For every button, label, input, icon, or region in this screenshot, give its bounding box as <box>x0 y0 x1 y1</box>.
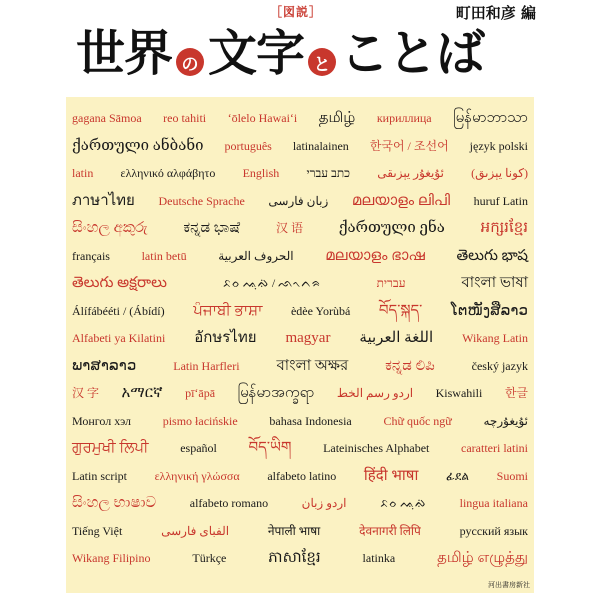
language-name: ਪੰਜਾਬੀ ਭਾਸ਼ਾ <box>193 302 263 319</box>
language-name: ಕನ್ನಡ ಲಿಪಿ <box>385 357 435 374</box>
language-name: الفبای فارسی <box>161 523 230 538</box>
language-name: ქართული ანბანი <box>72 137 204 154</box>
language-name: བོད་ཡིག <box>248 440 292 456</box>
editor-credit: 町田和彦 編 <box>455 4 536 22</box>
language-name: الحروف العربية <box>218 248 294 263</box>
language-name: ພາສາລາວ <box>72 357 137 374</box>
language-name: हिंदी भाषा <box>363 467 419 484</box>
language-name: caratteri latini <box>461 441 528 455</box>
language-name: Latin Harfleri <box>173 358 240 373</box>
language-name: English <box>242 166 280 180</box>
language-name: ελληνικό αλφάβητο <box>120 166 216 180</box>
language-name: русский язык <box>459 523 528 538</box>
language-name: සිංහල භාෂාව <box>72 495 157 511</box>
language-name: Alfabeti ya Kilatini <box>72 331 166 345</box>
language-name: latin betū <box>141 248 187 263</box>
language-name: བོད་སྐད་ <box>378 302 423 319</box>
language-name: pismo łacińskie <box>162 413 238 428</box>
language-name: español <box>180 441 217 455</box>
language-name: Kiswahili <box>435 386 483 400</box>
language-name: മലയാളം ലിപി <box>351 192 450 209</box>
language-name: עברית <box>376 276 406 290</box>
language-name: język polski <box>469 138 528 153</box>
language-name: כתב עברי <box>306 166 351 180</box>
language-row <box>66 545 534 571</box>
language-name: Suomi <box>496 468 528 483</box>
language-name: ᨅᨔ ᨕᨘᨁᨗ / ᨒᨚᨈᨑ <box>222 276 321 290</box>
language-row <box>66 243 534 269</box>
series-tag: ［図説］ <box>270 5 323 19</box>
language-name: ਗੁਰਮੁਖੀ ਲਿਪੀ <box>72 440 149 456</box>
language-name: اللغة العربية <box>359 330 434 346</box>
language-row <box>66 215 534 241</box>
publisher-name: 河出書房新社 <box>488 581 530 589</box>
language-name: អក្សរខ្មែរ <box>480 220 528 236</box>
language-name: မြန်မာအက္ခရာ <box>237 385 315 401</box>
language-name: தமிழ் <box>318 110 356 126</box>
language-row <box>66 435 534 461</box>
language-name: кириллица <box>376 111 432 125</box>
title-part-3: ことば <box>340 25 485 82</box>
language-name: alfabeto latino <box>267 468 337 483</box>
language-row <box>66 408 534 434</box>
language-row <box>66 105 534 131</box>
title-part-2: 文字 <box>208 25 305 82</box>
language-name: Монгол хэл <box>72 413 132 428</box>
language-name: pīʻāpā <box>185 386 216 400</box>
language-name: తెలుగు అక్షరాలు <box>72 275 167 291</box>
language-names-panel <box>66 97 534 593</box>
language-row <box>66 463 534 489</box>
language-name: ελληνική γλώσσα <box>154 468 240 483</box>
language-row <box>66 490 534 516</box>
language-name: বাংলা অক্ষর <box>276 357 349 374</box>
language-name: Chữ quốc ngữ <box>383 413 452 428</box>
language-name: อักษรไทย <box>194 330 257 346</box>
language-name: gagana Sāmoa <box>72 111 142 125</box>
language-name: Tiếng Việt <box>72 523 123 538</box>
language-name: èdèe Yorùbá <box>290 303 351 318</box>
language-name: മലയാളം ഭാഷ <box>325 247 425 264</box>
language-name: ئۇيغۇر يېزىقى <box>377 166 444 180</box>
language-name: Latin script <box>72 468 127 483</box>
book-title <box>76 24 546 84</box>
language-name: ಕನ್ನಡ ಭಾಷೆ <box>183 220 241 236</box>
language-name: huruf Latin <box>473 193 528 208</box>
language-name: ភាសាខ្មែរ <box>268 550 321 566</box>
language-name: český jazyk <box>471 358 528 373</box>
language-row <box>66 353 534 379</box>
language-row <box>66 298 534 324</box>
language-name: latin <box>72 166 94 180</box>
language-name: Lateinisches Alphabet <box>323 441 430 455</box>
language-name: latinalainen <box>292 138 349 153</box>
language-name: नेपाली भाषा <box>267 523 321 538</box>
language-name: ፊደል <box>445 468 470 483</box>
language-name: ᨅᨔ ᨕᨘᨁᨗ <box>380 496 427 510</box>
title-part-1: 世界 <box>76 25 173 82</box>
language-name: زبان فارسی <box>268 193 329 208</box>
language-name: Álífábééti / (Ábídí) <box>72 303 165 318</box>
language-name: اردو زبان <box>301 496 347 510</box>
language-name: latinka <box>362 551 396 565</box>
language-name: አማርኛ <box>121 385 163 401</box>
language-name: magyar <box>285 330 331 346</box>
language-row <box>66 133 534 159</box>
language-name: (كونا يېزىق) <box>471 166 528 180</box>
language-row <box>66 325 534 351</box>
language-name: lingua italiana <box>459 496 528 510</box>
language-name: اردو رسم الخط <box>336 386 414 400</box>
language-row <box>66 270 534 296</box>
language-name: සිංහල අකුරු <box>72 220 148 236</box>
language-row <box>66 188 534 214</box>
language-name: Wikang Latin <box>462 331 528 345</box>
title-particle-to: と <box>308 48 336 76</box>
language-name: Wikang Filipino <box>72 551 151 565</box>
language-row <box>66 518 534 544</box>
language-name: తెలుగు భాష <box>456 247 528 264</box>
language-name: ئۇيغۇرچە <box>483 413 528 428</box>
language-name: 한글 <box>504 386 528 400</box>
language-name: Deutsche Sprache <box>158 193 245 208</box>
language-name: português <box>224 138 272 153</box>
language-name: ภาษาไทย <box>72 192 135 209</box>
language-name: 汉 字 <box>72 386 100 400</box>
language-name: देवनागरी लिपि <box>359 523 421 538</box>
language-row <box>66 380 534 406</box>
language-name: ໂຕໜັງສືລາວ <box>450 302 528 319</box>
language-row <box>66 160 534 186</box>
language-name: reo tahiti <box>163 111 207 125</box>
language-name: ქართული ენა <box>338 220 445 236</box>
language-name: မြန်မာဘာသာ <box>453 110 528 126</box>
language-name: ʻōlelo Hawaiʻi <box>227 111 298 125</box>
language-name: বাংলা ভাষা <box>461 275 528 291</box>
language-name: bahasa Indonesia <box>269 413 352 428</box>
language-name: 汉 语 <box>275 221 303 235</box>
language-name: Türkçe <box>192 551 227 565</box>
cover-header <box>0 0 600 96</box>
language-name: 한국어 / 조선어 <box>369 138 449 153</box>
language-name: français <box>72 248 110 263</box>
language-name: alfabeto romano <box>189 496 269 510</box>
language-name: தமிழ் எழுத்து <box>437 550 528 566</box>
title-particle-no: の <box>176 48 204 76</box>
